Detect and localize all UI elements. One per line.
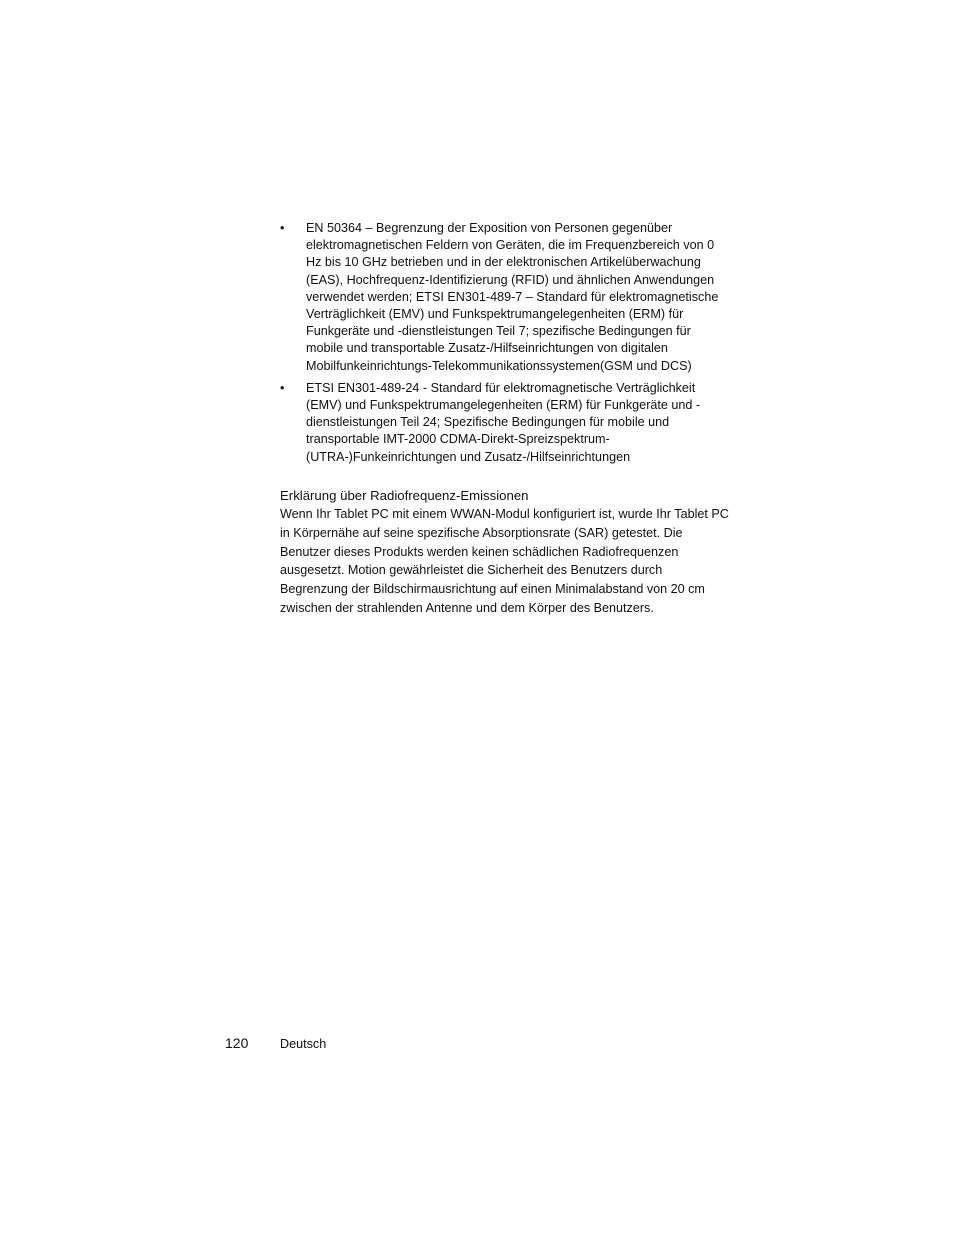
footer-language-label: Deutsch	[280, 1037, 327, 1051]
standards-list	[280, 220, 730, 471]
page-number: 120	[225, 1035, 249, 1051]
section-heading: Erklärung über Radiofrequenz-Emissionen	[280, 488, 529, 503]
list-item	[280, 220, 730, 375]
list-item	[280, 380, 730, 466]
rf-emissions-section	[280, 487, 732, 618]
bullet-marker: •	[280, 221, 285, 235]
list-item-text: EN 50364 – Begrenzung der Exposition von Personen gegenüber elektromagnetischen Feldern von Geräten, die im Frequenzbereich von 0 Hz bis 10 GHz betrieben und in der elektronischen Artikelüberwachung (EAS), Hochfrequenz-Identifizierung (RFID) und ähnlichen Anwendungen verwendet werden; ETSI EN301-489-7 – Standard für elektromagnetische Verträglichkeit (EMV) und Funkspektrumangelegenheiten (ERM) für Funkgeräte und -dienstleistungen Teil 7; spezifische Bedingungen für mobile und transportable Zusatz-/Hilfseinrichtungen von digitalen Mobilfunkeinrichtungs-Telekommunikationssystemen(GSM und DCS)	[306, 221, 719, 373]
list-item-text: ETSI EN301-489-24 - Standard für elektromagnetische Verträglichkeit (EMV) und Funkspektrumangelegenheiten (ERM) für Funkgeräte und -dienstleistungen Teil 24; Spezifische Bedingungen für mobile und transportable IMT-2000 CDMA-Direkt-Spreizspektrum-(UTRA-)Funkeinrichtungen und Zusatz-/Hilfseinrichtungen	[306, 380, 701, 464]
section-body-text: Wenn Ihr Tablet PC mit einem WWAN-Modul konfiguriert ist, wurde Ihr Tablet PC in Körpernähe auf seine spezifische Absorptionsrate (SAR) getestet. Die Benutzer dieses Produkts werden keinen schädlichen Radiofrequenzen ausgesetzt. Motion gewährleistet die Sicherheit des Benutzers durch Begrenzung der Bildschirmausrichtung auf einen Minimalabstand von 20 cm zwischen der strahlenden Antenne und dem Körper des Benutzers.	[280, 507, 729, 615]
bullet-marker: •	[280, 380, 285, 395]
